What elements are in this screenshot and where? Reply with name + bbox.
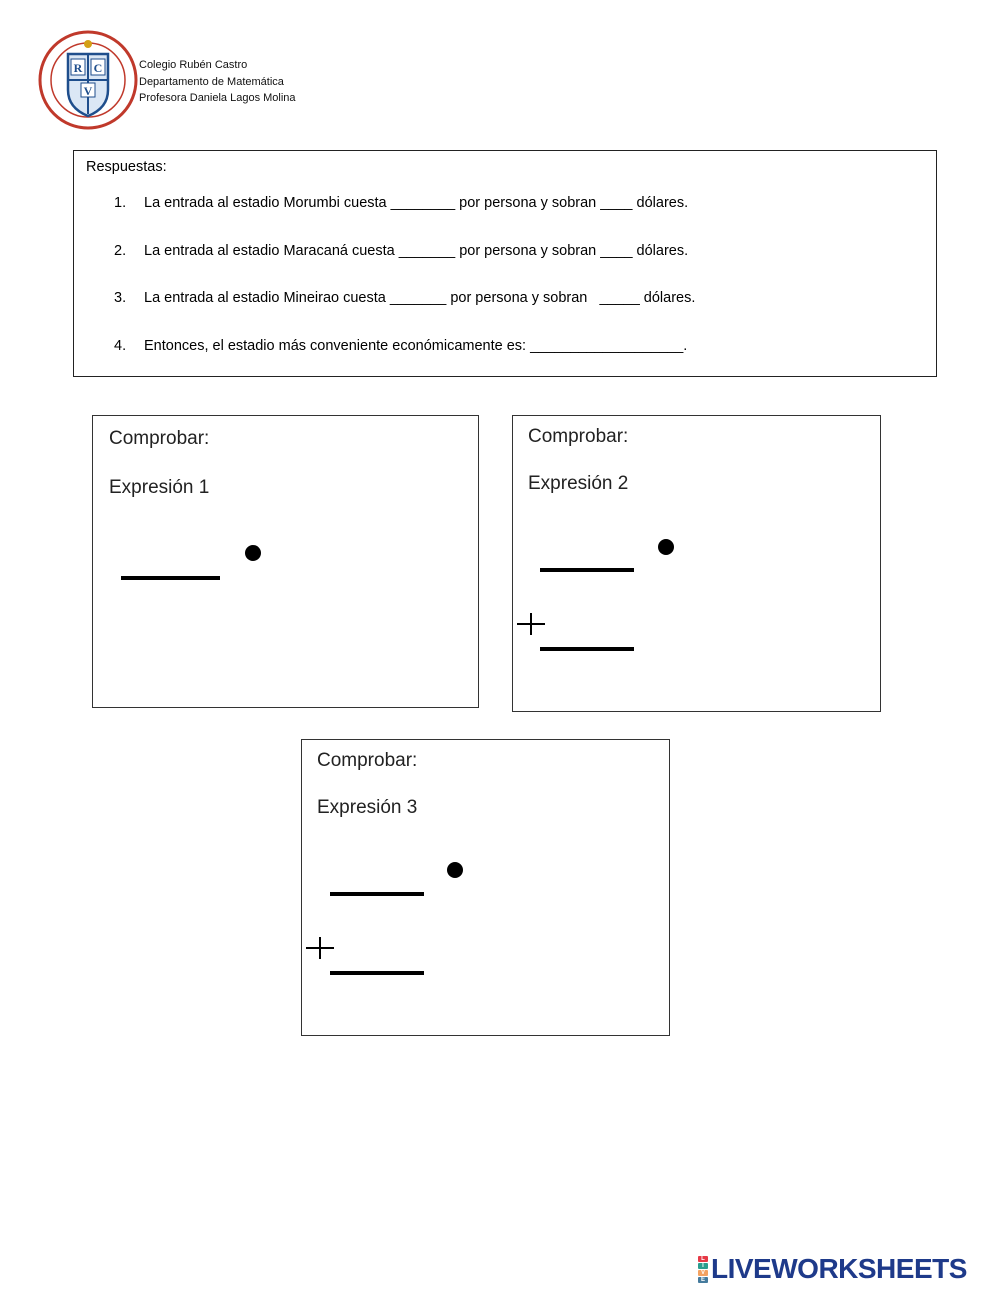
answer-number: 3.: [114, 290, 127, 306]
check-title: Comprobar:: [528, 426, 629, 447]
check-box-expression-2: [512, 415, 881, 712]
answer-blank-line[interactable]: [540, 647, 634, 651]
answer-blank-line[interactable]: [121, 576, 220, 580]
plus-icon: [306, 937, 334, 959]
live-letter: I: [698, 1263, 708, 1269]
multiply-dot-icon: [658, 539, 674, 555]
multiply-dot-icon: [245, 545, 261, 561]
check-box-expression-3: [301, 739, 670, 1036]
liveworksheets-logo: [698, 1253, 967, 1285]
expression-label: Expresión 2: [528, 473, 629, 494]
brand-name: LIVEWORKSHEETS: [711, 1253, 967, 1284]
answer-text: La entrada al estadio Morumbi cuesta ________ por persona y sobran ____ dólares.: [144, 195, 689, 211]
check-title: Comprobar:: [317, 750, 418, 771]
answer-text: La entrada al estadio Mineirao cuesta _______ por persona y sobran _____ dólares.: [144, 290, 696, 306]
answer-blank-line[interactable]: [330, 892, 424, 896]
check-title: Comprobar:: [109, 428, 210, 449]
answer-text: Entonces, el estadio más conveniente económicamente es: ___________________.: [144, 338, 688, 354]
answer-blank-line[interactable]: [540, 568, 634, 572]
live-icon: [698, 1256, 708, 1283]
answer-item-2: [114, 243, 688, 259]
teacher-name: Profesora Daniela Lagos Molina: [139, 92, 296, 104]
answer-item-3: [114, 290, 695, 306]
expression-label: Expresión 1: [109, 477, 210, 498]
answer-blank-line[interactable]: [330, 971, 424, 975]
answer-item-1: [114, 195, 688, 211]
answer-text: La entrada al estadio Maracaná cuesta _______ por persona y sobran ____ dólares.: [144, 243, 689, 259]
live-letter: L: [698, 1256, 708, 1262]
logo-letter-v: V: [83, 84, 93, 98]
answer-number: 4.: [114, 338, 127, 354]
live-letter: V: [698, 1270, 708, 1276]
department-name: Departamento de Matemática: [139, 75, 284, 88]
answer-item-4: [114, 338, 687, 354]
multiply-dot-icon: [447, 862, 463, 878]
answer-number: 1.: [114, 195, 127, 211]
school-name: Colegio Rubén Castro: [139, 59, 248, 71]
plus-icon: [517, 613, 545, 635]
logo-letter-c: C: [93, 61, 103, 75]
school-logo: [38, 30, 138, 130]
logo-letter-r: R: [73, 61, 83, 75]
live-letter: E: [698, 1277, 708, 1283]
school-header: [139, 57, 296, 107]
answer-number: 2.: [114, 243, 127, 259]
check-box-expression-1: [92, 415, 479, 708]
answers-title: Respuestas:: [86, 159, 167, 175]
answers-box: [73, 150, 937, 377]
expression-label: Expresión 3: [317, 797, 418, 818]
